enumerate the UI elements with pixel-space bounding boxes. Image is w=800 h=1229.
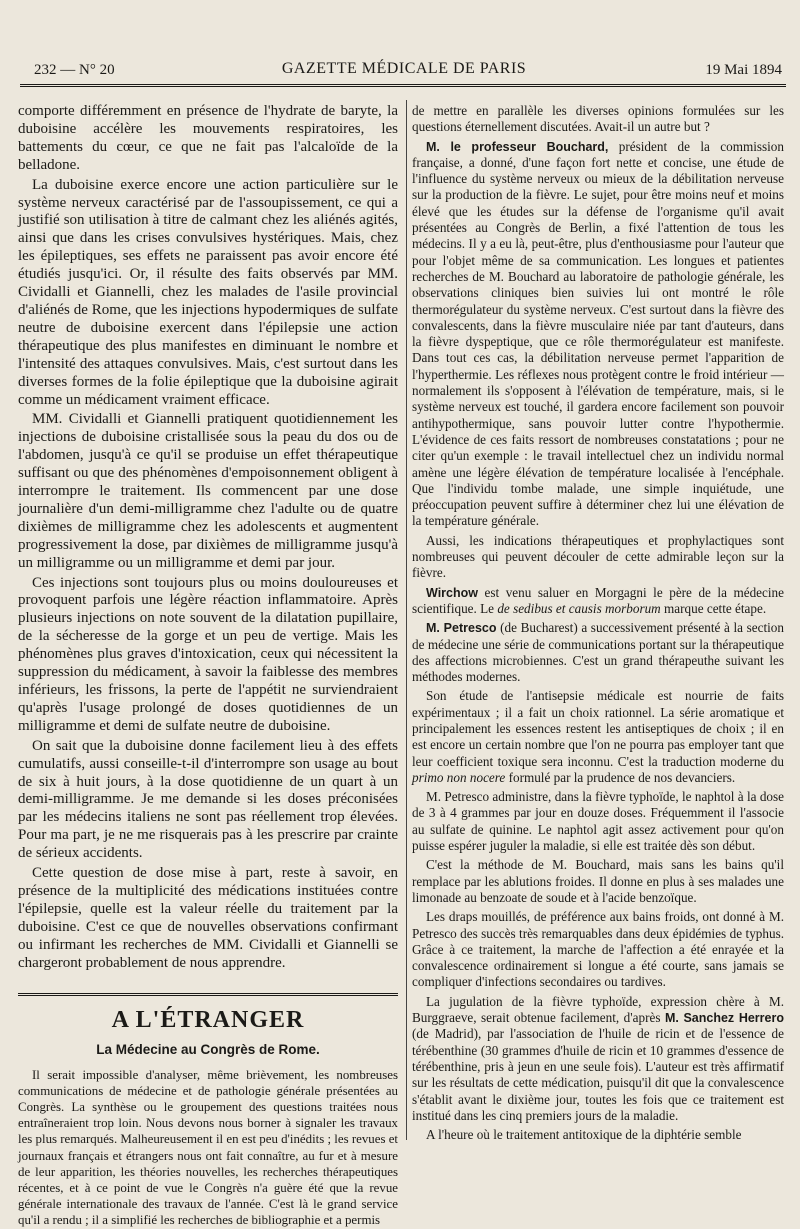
section-rule	[18, 993, 398, 996]
section-subtitle: La Médecine au Congrès de Rome.	[96, 1041, 320, 1057]
latin-title: de sedibus et causis morborum	[497, 600, 661, 616]
paragraph-text: (de Madrid), par l'association de l'huile de ricin et de l'essence de térébenthine (30 grammes d'huile de ricin et 10 grammes d'essence de térébenthine, pris à jeun en une seule fois). L'auteur est très affirmatif sur les résultats de cette médication, puisqu'il dit que la convalescence s'établit avant le dixième jour, toutes les fois que ce traitement est institué dans les cinq premiers jours de la maladie.	[412, 1026, 784, 1123]
author-name: M. Sanchez Herrero	[664, 1011, 784, 1026]
paragraph-wirchow	[412, 585, 784, 618]
left-column	[18, 103, 398, 1229]
latin-phrase: primo non nocere	[412, 769, 506, 785]
column-divider	[406, 100, 407, 1140]
paragraph	[412, 688, 784, 786]
paragraph: Il serait impossible d'analyser, même brièvement, les nombreuses communications de médecine et de pathologie générale présentées au Congrès. La synthèse ou le groupement des questions traitées nous entraîneraient trop loin. Nous devons nous borner à signaler les travaux les plus remarqués. Malheureusement il en est peu d'inédits ; les revues et journaux français et étrangers nous ont fait connaître, au fur et à mesure de leur apparition, les théories nouvelles, les recherches thérapeutiques récentes, et à ce point de vue le Congrès n'a guère été que la revue générale internationale des travaux de l'année. C'est là le grand service qu'il a rendu ; il a simplifié les recherches de bibliographie et a permis	[18, 1067, 398, 1228]
paragraph: de mettre en parallèle les diverses opinions formulées sur les questions éternellement discutées. Avait-il un autre but ?	[412, 103, 784, 135]
header-rule	[20, 84, 786, 87]
paragraph: A l'heure où le traitement antitoxique de la diphtérie semble	[426, 1127, 742, 1143]
section-body	[18, 1067, 398, 1229]
paragraph: Les draps mouillés, de préférence aux bains froids, ont donné à M. Petresco des succès très remarquables dans deux épidémies de typhus. Grâce à ce traitement, la marche de l'affection a été enrayée et la convalescence ordinairement si longue a été courte, sans jamais se compliquer d'infections secondaires ou tardives.	[412, 909, 784, 990]
journal-title: GAZETTE MÉDICALE DE PARIS	[281, 60, 527, 77]
paragraph: M. Petresco administre, dans la fièvre typhoïde, le naphtol à la dose de 3 à 4 grammes par jour en douze doses. Fréquemment il l'associe au sulfate de quinine. Le naphtol agit assez activement pour qu'on puisse espérer juguler la maladie, si elle est traitée dès son début.	[412, 789, 784, 854]
paragraph: comporte différemment en présence de l'hydrate de baryte, la duboisine accélère les mouvements respiratoires, les battements du cœur, ce que ne fait pas l'alcaloïde de la belladone.	[18, 103, 398, 173]
paragraph-text: est venu saluer en Morgagni le père de la médecine scientifique. Le	[412, 584, 784, 616]
paragraph: On sait que la duboisine donne facilement lieu à des effets cumulatifs, aussi conseille-t-il d'interrompre son usage au bout de six à huit jours, à la dose quotidienne de un quart à un demi-milligramme. Je me demande si les doses préconisées par les médecins italiens ne sont pas réellement trop élevées. Pour ma part, je ne me risquerais pas à les prescrire par crainte de sérieux accidents.	[18, 737, 398, 862]
page-number: 232 — N° 20	[34, 62, 115, 78]
paragraph-text: formulé par la prudence de nos devanciers.	[505, 769, 736, 785]
paragraph-text: La jugulation de la fièvre typhoïde, expression chère à M. Burggraeve, serait obtenue facilement, d'après	[412, 993, 784, 1026]
paragraph: Cette question de dose mise à part, reste à savoir, en présence de la multiplicité des médications instituées contre l'épilepsie, quelle est la valeur réelle du traitement par la duboisine. C'est ce que de nouvelles observations confirmant ou infirmant les recherches de MM. Cividalli et Giannelli se chargeront probablement de nous apprendre.	[18, 865, 398, 971]
paragraph: Ces injections sont toujours plus ou moins douloureuses et provoquent parfois une légère réaction inflammatoire. Après plusieurs injections on note souvent de la dilatation pupillaire, de la sécheresse de la gorge et un peu de vertige. Mais les phénomènes plus graves d'intoxication, ceux qui nécessitent la suppression du médicament, à savoir la faiblesse des membres inférieurs, les frissons, la perte de l'appétit ne surviendraient qu'après l'usage prolongé de doses quotidiennes de un milligramme et demi de sulfate neutre de duboisine.	[18, 574, 398, 734]
paragraph-text: (de Bucharest) a successivement présenté à la section de médecine une série de communications portant sur la thérapeutique des affections microbiennes. C'est un grand thérapeuthe suivant les méthodes modernes.	[412, 620, 784, 685]
paragraph: C'est la méthode de M. Bouchard, mais sans les bains qu'il remplace par les ablutions froides. Il donne en plus à ses malades une limonade au benzoate de soude et à l'acide benzoïque.	[412, 857, 784, 905]
paragraph-sanchez	[412, 994, 784, 1124]
paragraph-text: Son étude de l'antisepsie médicale est nourrie de faits expérimentaux ; il a fait un choix rationnel. La série aromatique et principalement les essences restent les antiseptiques de choix ; il en est encore un certain nombre que l'on ne pourra pas employer tant que leur coefficient toxique sera inconnu. C'est la traduction moderne du	[412, 688, 784, 769]
issue-date: 19 Mai 1894	[705, 62, 782, 78]
page-header	[22, 58, 786, 82]
paragraph: MM. Cividalli et Giannelli pratiquent quotidiennement les injections de duboisine cristallisée sous la peau du dos ou de l'abdomen, jusqu'à ce qu'il se produise un effet thérapeutique suffisant ou que des phénomènes d'empoisonnement obligent à interrompre le traitement. Ils commencent par une dose journalière d'un demi-milligramme chez l'adulte ou de quatre dixièmes de milligramme chez les adolescents et augmentent progressivement la dose, par dixièmes de milligramme jusqu'à un milligramme ou un milligramme et demi par jour.	[18, 411, 398, 571]
paragraph-bouchard	[412, 139, 784, 530]
paragraph-text: marque cette étape.	[660, 600, 767, 616]
paragraph-petresco	[412, 620, 784, 685]
author-name: M. le professeur Bouchard,	[426, 139, 609, 154]
paragraph: Aussi, les indications thérapeutiques et prophylactiques sont nombreuses qui peuvent découler de cette admirable leçon sur la fièvre.	[412, 532, 784, 581]
author-name: M. Petresco	[426, 621, 497, 636]
section-title: A L'ÉTRANGER	[111, 1006, 305, 1033]
paragraph-text: président de la commission française, a donné, d'une façon fort nette et concise, une étude de l'influence du système nerveux ou mieux de la débilitation nerveuse sur la production de la fièvre. Le sujet, pour être moins neuf et moins élevé que les études sur la défense de l'organisme qu'il avait présentées au Congrès de Berlin, a fixé l'attention de tous les médecins. Il y a eu là, peut-être, plus d'enthousiasme pour l'auteur que pour l'objet même de sa communication. Les longues et patientes recherches de M. Bouchard au laboratoire de pathologie générale, les observations cliniques bien suivies lui ont montré le rôle thermorégulateur du système nerveux. C'est surtout dans la fièvre des convalescents, dans la fièvre musculaire niée par tant d'auteurs, dans la fièvre dyspeptique, que ce rôle thermorégulateur est manifeste. Dans tout ces cas, la débilitation nerveuse permet l'apparition de l'hyperthermie. Les réflexes nous protègent contre le froid intérieur — normalement ils s'opposent à l'élévation de température, mais, si le système nerveux est touché, il gardera encore facilement son pouvoir antihypothermique, sans pouvoir lutter contre l'hypothermie. L'évidence de ces faits ressort de nombreuses constatations ; pour ne citer qu'un exemple : le travail intellectuel chez un individu normal amène une légère élévation de température localisée à l'encéphale. Que l'individu tombe malade, une simple inquiétude, une préoccupation peuvent suffire à déterminer chez lui une élévation de la température générale.	[412, 138, 784, 529]
right-column	[412, 103, 784, 1143]
paragraph: La duboisine exerce encore une action particulière sur le système nerveux caractérisé par de l'assoupissement, ce qui a justifié son utilisation à titre de calmant chez les aliénés agités, ainsi que dans les crises convulsives hystériques. Mais, chez les épileptiques, ses effets ne paraissent pas avoir encore été étudiés jusqu'ici. Or, il résulte des faits observés par MM. Cividalli et Giannelli, chez les malades de l'asile provincial d'aliénés de Rome, que les injections hypodermiques de sulfate neutre de duboisine exercent dans l'épilepsie une action thérapeutique des plus manifestes en diminuant le nombre et l'intensité des attaques convulsives. Mais, c'est surtout dans les diverses formes de la folie épileptique que la duboisine agirait comme un médicament vraiment efficace.	[18, 176, 398, 408]
author-name: Wirchow	[426, 585, 478, 600]
